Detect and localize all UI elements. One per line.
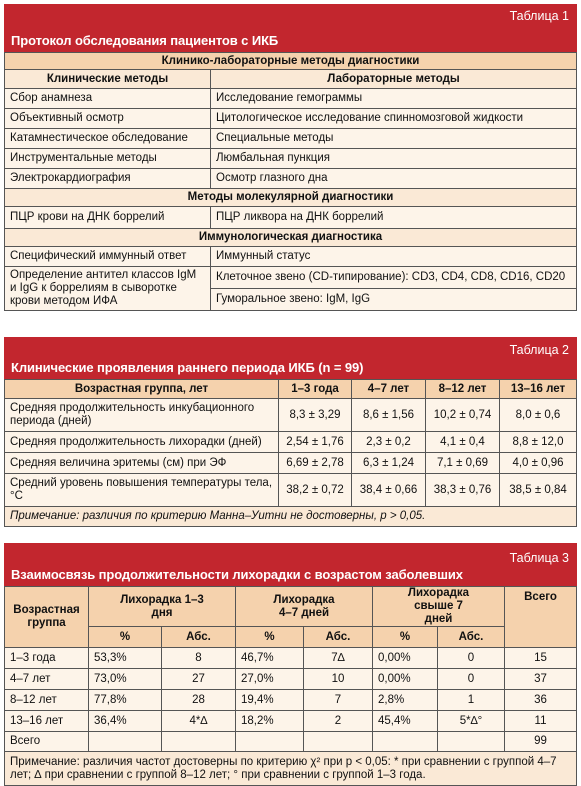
column-header: Лихорадка свыше 7 дней [373,587,505,627]
column-header: % [236,627,304,648]
table-cell: ПЦР ликвора на ДНК боррелий [211,207,577,229]
table-cell: Клеточное звено (CD-типирование): CD3, CD4, CD8, CD16, CD20 [211,267,577,289]
table-cell: 38,4 ± 0,66 [352,474,426,507]
table-cell: 0 [438,648,505,669]
table-row [5,267,577,289]
table-cell: 36 [505,690,577,711]
table-cell: 8–12 лет [5,690,89,711]
table-cell: 11 [505,711,577,732]
table-cell: Сбор анамнеза [5,89,211,109]
table-row [5,109,577,129]
column-header: Возрастная группа, лет [5,380,279,399]
table-cell: 27,0% [236,669,304,690]
section-header: Клинико-лабораторные методы диагностики [5,53,577,70]
table-title: Взаимосвязь продолжительности лихорадки с возрастом заболевших [11,567,463,582]
table-cell: 2,54 ± 1,76 [279,432,352,453]
table-cell: 99 [505,732,577,752]
table-cell: 38,5 ± 0,84 [500,474,577,507]
table-cell: 28 [162,690,236,711]
table-cell: 0 [438,669,505,690]
table-cell: 7,1 ± 0,69 [426,453,500,474]
table-cell: Инструментальные методы [5,149,211,169]
table-cell: 10 [304,669,373,690]
column-header: Возрастная группа [5,587,89,648]
column-header: Абс. [162,627,236,648]
table-row [5,149,577,169]
table-cell: Люмбальная пункция [211,149,577,169]
table-2-body [4,379,577,527]
column-header: 13–16 лет [500,380,577,399]
table-cell: 38,3 ± 0,76 [426,474,500,507]
table-cell: 2,3 ± 0,2 [352,432,426,453]
table-cell: 7 [304,690,373,711]
table-row [5,129,577,149]
table-cell: 0,00% [373,669,438,690]
table-row [5,89,577,109]
table-cell: 27 [162,669,236,690]
table-cell: Средняя продолжительность лихорадки (дней) [5,432,279,453]
table-3-body [4,586,577,786]
table-cell: 8 [162,648,236,669]
table-note: Примечание: различия по критерию Манна–Уитни не достоверны, p > 0,05. [5,507,577,527]
column-header: Абс. [438,627,505,648]
column-header: % [89,627,162,648]
table-cell: 18,2% [236,711,304,732]
table-cell: 4,0 ± 0,96 [500,453,577,474]
section-header: Методы молекулярной диагностики [5,189,577,207]
table-row [5,169,577,189]
table-cell: 15 [505,648,577,669]
table-cell: 2 [304,711,373,732]
table-2-header [4,337,577,379]
table-cell: Электрокардиография [5,169,211,189]
table-number: Таблица 3 [509,551,569,565]
table-cell: 77,8% [89,690,162,711]
table-cell: 37 [505,669,577,690]
table-title: Клинические проявления раннего периода ИКБ (n = 99) [11,360,364,375]
table-cell: 38,2 ± 0,72 [279,474,352,507]
table-cell: Всего [5,732,89,752]
table-cell: Иммунный статус [211,247,577,267]
column-header: Клинические методы [5,70,211,89]
table-cell: 1–3 года [5,648,89,669]
table-row [5,432,577,453]
table-cell: Средний уровень повышения температуры тела, °С [5,474,279,507]
table-cell: Специальные методы [211,129,577,149]
table-1-body [4,52,577,311]
table-row [5,690,577,711]
table-cell: 0,00% [373,648,438,669]
table-cell: Исследование гемограммы [211,89,577,109]
column-header: Лихорадка 1–3 дня [89,587,236,627]
table-cell: Цитологическое исследование спинномозговой жидкости [211,109,577,129]
table-cell: 7∆ [304,648,373,669]
table-row [5,669,577,690]
table-cell: 5*∆° [438,711,505,732]
table-cell: 73,0% [89,669,162,690]
section-header: Иммунологическая диагностика [5,229,577,247]
table-1 [4,4,577,311]
table-cell: 36,4% [89,711,162,732]
column-header: Всего [505,587,577,648]
table-cell: 8,0 ± 0,6 [500,399,577,432]
table-row [5,453,577,474]
table-row [5,474,577,507]
table-cell: Осмотр глазного дна [211,169,577,189]
table-cell: 4,1 ± 0,4 [426,432,500,453]
table-number: Таблица 1 [509,9,569,23]
table-cell: 10,2 ± 0,74 [426,399,500,432]
table-cell: 6,69 ± 2,78 [279,453,352,474]
table-1-header [4,4,577,52]
column-header: 8–12 лет [426,380,500,399]
table-cell: ПЦР крови на ДНК боррелий [5,207,211,229]
table-cell: 13–16 лет [5,711,89,732]
table-number: Таблица 2 [509,343,569,357]
table-cell: 4–7 лет [5,669,89,690]
table-note: Примечание: различия частот достоверны по критерию χ² при p < 0,05: * при сравнении с группой 4–7 лет; ∆ при сравнении с группой 8–12 лет; ° при сравнении с группой 1–3 года. [5,752,577,786]
table-cell: Определение антител классов IgM и IgG к боррелиям в сыворотке крови методом ИФА [5,267,211,311]
table-cell: 53,3% [89,648,162,669]
table-cell: 19,4% [236,690,304,711]
table-3 [4,543,577,786]
table-cell: Объективный осмотр [5,109,211,129]
table-row [5,711,577,732]
column-header: 4–7 лет [352,380,426,399]
column-header: Абс. [304,627,373,648]
table-row [5,247,577,267]
table-cell: Средняя величина эритемы (см) при ЭФ [5,453,279,474]
column-header: % [373,627,438,648]
table-title: Протокол обследования пациентов с ИКБ [11,33,279,48]
table-3-header [4,543,577,586]
table-cell: 2,8% [373,690,438,711]
table-cell: 8,6 ± 1,56 [352,399,426,432]
column-header: 1–3 года [279,380,352,399]
table-cell: 6,3 ± 1,24 [352,453,426,474]
table-cell: Средняя продолжительность инкубационного периода (дней) [5,399,279,432]
table-cell: Катамнестическое обследование [5,129,211,149]
table-row [5,732,577,752]
table-cell: Специфический иммунный ответ [5,247,211,267]
table-cell: Гуморальное звено: IgM, IgG [211,289,577,311]
table-row [5,399,577,432]
column-header: Лихорадка 4–7 дней [236,587,373,627]
table-cell: 4*∆ [162,711,236,732]
table-2 [4,337,577,527]
table-row [5,207,577,229]
table-row [5,648,577,669]
table-cell: 8,8 ± 12,0 [500,432,577,453]
column-header: Лабораторные методы [211,70,577,89]
table-cell: 46,7% [236,648,304,669]
table-cell: 45,4% [373,711,438,732]
table-cell: 8,3 ± 3,29 [279,399,352,432]
table-cell: 1 [438,690,505,711]
